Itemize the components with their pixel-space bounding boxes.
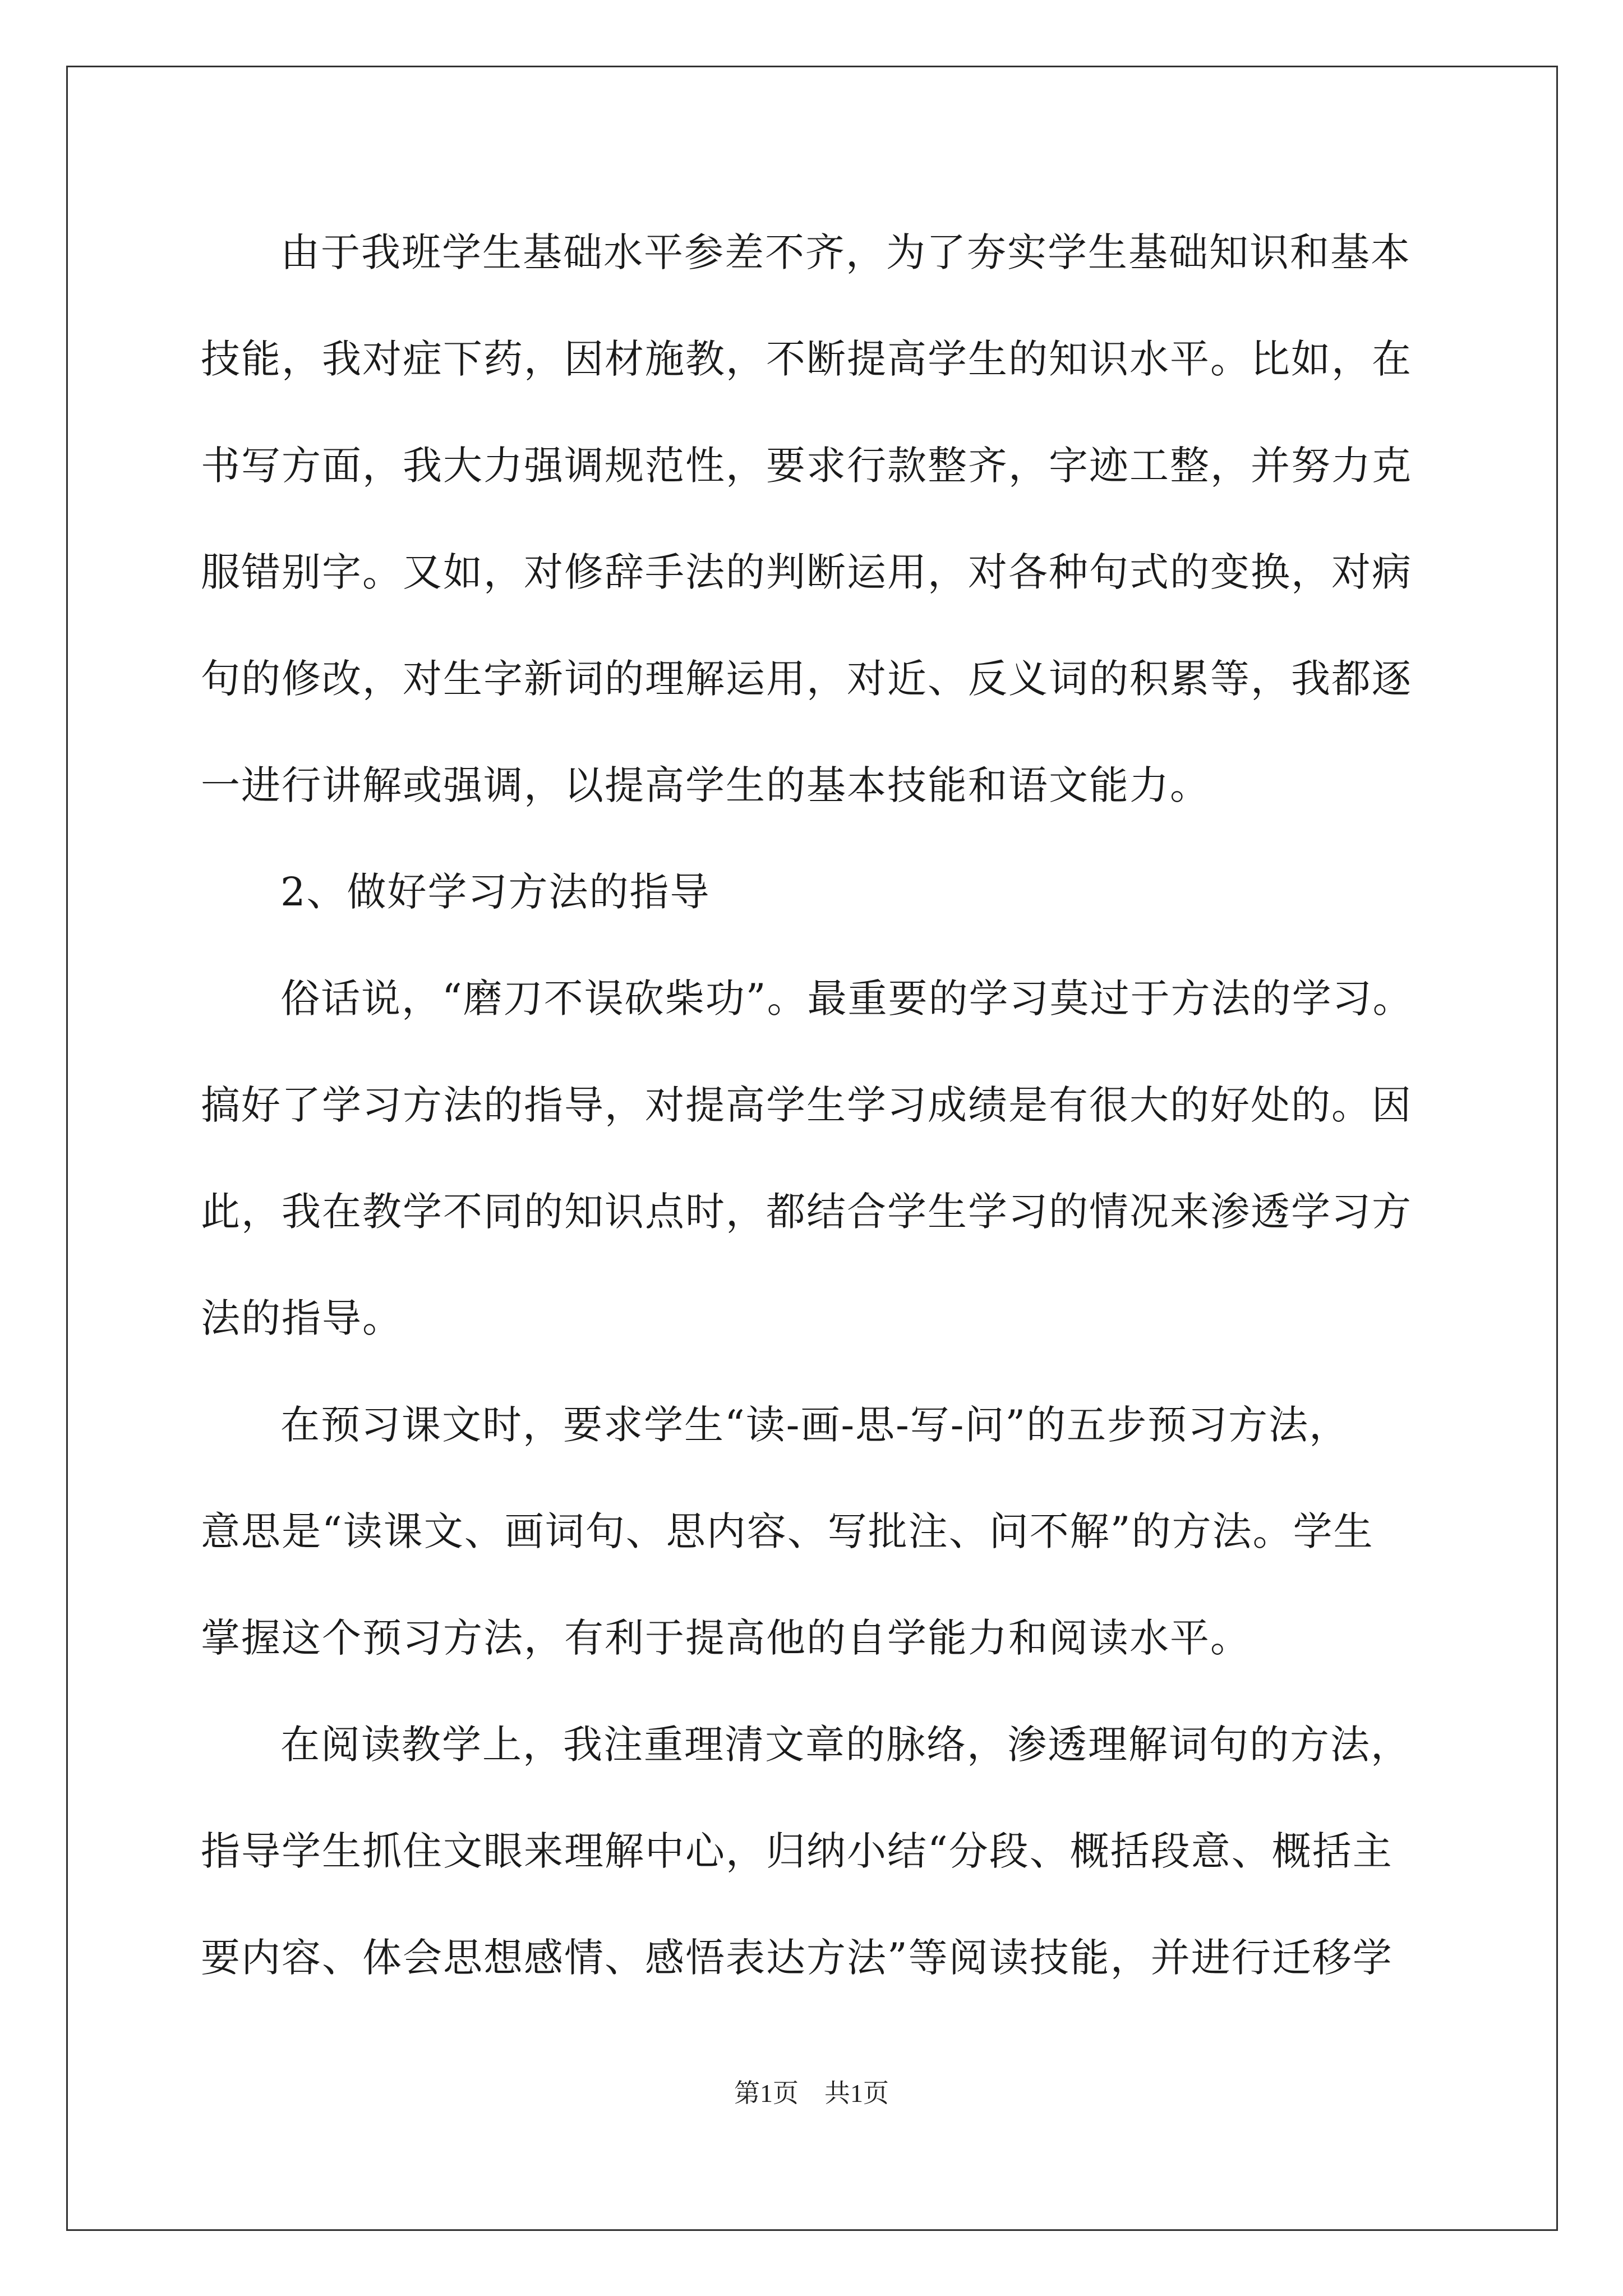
text-line: 一进行讲解或强调，以提高学生的基本技能和语文能力。 (201, 762, 1210, 808)
text-line: 俗话说，“磨刀不误砍柴功”。最重要的学习莫过于方法的学习。 (280, 976, 1413, 1022)
text-line: 指导学生抓住文眼来理解中心，归纳小结“分段、概括段意、概括主 (201, 1828, 1393, 1874)
text-line: 意思是“读课文、画词句、思内容、写批注、问不解”的方法。学生 (201, 1508, 1374, 1554)
text-line: 搞好了学习方法的指导，对提高学生学习成绩是有很大的好处的。因 (201, 1082, 1412, 1128)
text-line: 书写方面，我大力强调规范性，要求行款整齐，字迹工整，并努力克 (201, 443, 1412, 489)
text-line: 要内容、体会思想感情、感悟表达方法”等阅读技能，并进行迁移学 (201, 1935, 1393, 1981)
text-line: 在预习课文时，要求学生“读-画-思-写-问”的五步预习方法， (280, 1402, 1350, 1448)
text-line: 此，我在教学不同的知识点时，都结合学生学习的情况来渗透学习方 (201, 1189, 1412, 1235)
text-line: 掌握这个预习方法，有利于提高他的自学能力和阅读水平。 (201, 1615, 1251, 1661)
page-footer: 第1页 共1页 (734, 2079, 889, 2108)
text-line: 在阅读教学上，我注重理清文章的脉络，渗透理解词句的方法， (280, 1722, 1411, 1768)
page-border (66, 66, 1558, 2231)
text-line: 服错别字。又如，对修辞手法的判断运用，对各种句式的变换，对病 (201, 549, 1412, 595)
text-line: 句的修改，对生字新词的理解运用，对近、反义词的积累等，我都逐 (201, 656, 1412, 702)
text-line: 由于我班学生基础水平参差不齐，为了夯实学生基础知识和基本 (280, 229, 1411, 275)
section-heading: 2、做好学习方法的指导 (280, 869, 711, 915)
text-line: 技能，我对症下药，因材施教，不断提高学生的知识水平。比如，在 (201, 336, 1412, 382)
text-line: 法的指导。 (201, 1295, 403, 1341)
